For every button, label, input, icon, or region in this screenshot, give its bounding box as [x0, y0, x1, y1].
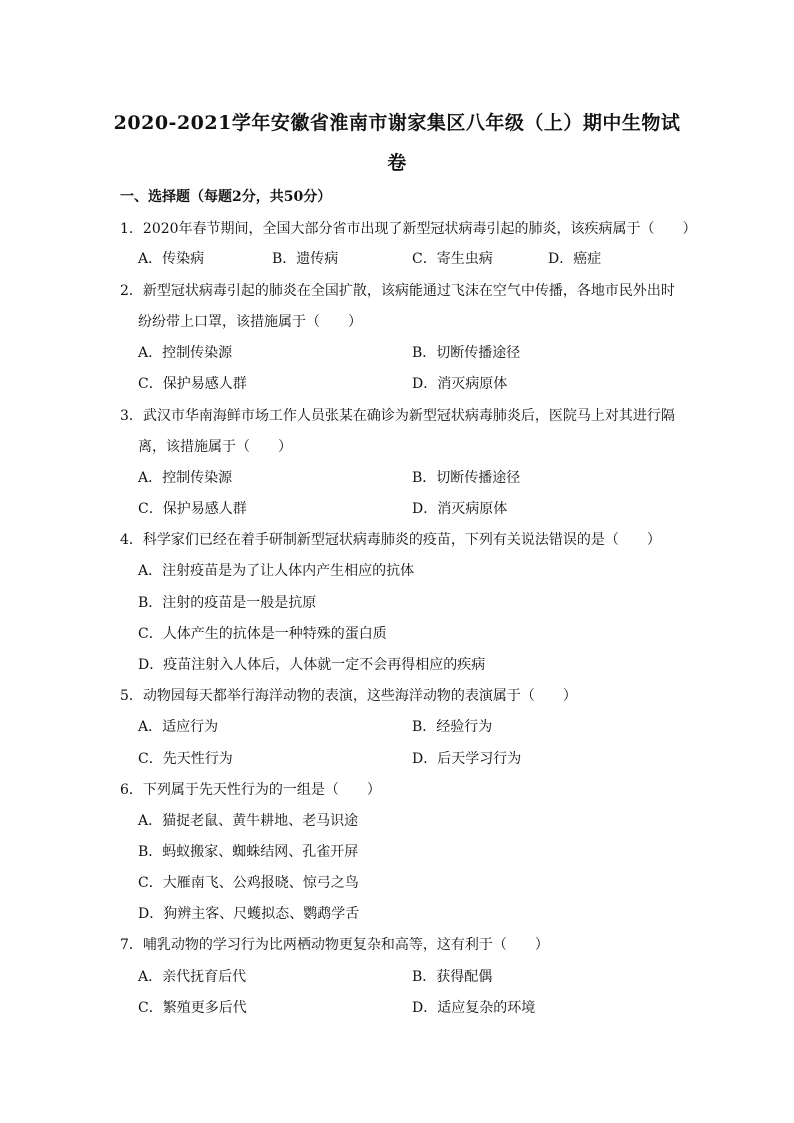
- question-6-option-d: D．狗辨主客、尺蠖拟态、鹦鹉学舌: [138, 906, 360, 922]
- question-3-option-a: A．控制传染源: [138, 470, 233, 486]
- question-3-option-c: C．保护易感人群: [138, 501, 247, 517]
- question-2-option-b: B．切断传播途径: [412, 345, 521, 361]
- question-3-option-d: D．消灭病原体: [412, 501, 508, 517]
- question-1-option-d: D．癌症: [548, 251, 602, 267]
- document-title-line-2: 卷: [387, 152, 407, 174]
- question-4-option-c: C．人体产生的抗体是一种特殊的蛋白质: [138, 626, 387, 642]
- question-4-option-d: D．疫苗注射入人体后，人体就一定不会再得相应的疾病: [138, 657, 486, 673]
- question-5-option-b: B．经验行为: [412, 719, 493, 735]
- question-6-option-b: B．蚂蚁搬家、蜘蛛结网、孔雀开屏: [138, 844, 359, 860]
- question-1-option-b: B．遗传病: [272, 251, 339, 267]
- question-7-option-a: A．亲代抚育后代: [138, 969, 247, 985]
- question-2-stem-line-1: 2．新型冠状病毒引起的肺炎在全国扩散，该病能通过飞沫在空气中传播，各地市民外出时: [120, 283, 675, 299]
- question-1-stem: 1．2020年春节期间，全国大部分省市出现了新型冠状病毒引起的肺炎，该疾病属于（ ）: [120, 221, 697, 237]
- question-3-option-b: B．切断传播途径: [412, 470, 521, 486]
- question-6-option-c: C．大雁南飞、公鸡报晓、惊弓之鸟: [138, 875, 359, 891]
- question-4-option-a: A．注射疫苗是为了让人体内产生相应的抗体: [138, 563, 415, 579]
- question-2-stem-line-2: 纷纷带上口罩，该措施属于（ ）: [138, 314, 362, 330]
- question-5-option-c: C．先天性行为: [138, 751, 233, 767]
- question-7-option-c: C．繁殖更多后代: [138, 1000, 247, 1016]
- question-7-option-d: D．适应复杂的环境: [412, 1000, 536, 1016]
- question-5-option-a: A．适应行为: [138, 719, 219, 735]
- question-2-option-a: A．控制传染源: [138, 345, 233, 361]
- question-4-option-b: B．注射的疫苗是一般是抗原: [138, 595, 317, 611]
- question-3-stem-line-2: 离，该措施属于（ ）: [138, 439, 292, 455]
- document-title-line-1: 2020-2021学年安徽省淮南市谢家集区八年级（上）期中生物试: [113, 112, 681, 134]
- question-4-stem: 4．科学家们已经在着手研制新型冠状病毒肺炎的疫苗，下列有关说法错误的是（ ）: [120, 532, 661, 548]
- section-heading: 一、选择题（每题2分，共50分）: [120, 189, 332, 205]
- question-5-stem: 5．动物园每天都举行海洋动物的表演，这些海洋动物的表演属于（ ）: [120, 688, 577, 704]
- question-6-option-a: A．猫捉老鼠、黄牛耕地、老马识途: [138, 813, 359, 829]
- question-1-option-a: A．传染病: [138, 251, 205, 267]
- question-7-option-b: B．获得配偶: [412, 969, 493, 985]
- question-7-stem: 7．哺乳动物的学习行为比两栖动物更复杂和高等，这有利于（ ）: [120, 937, 549, 953]
- question-5-option-d: D．后天学习行为: [412, 751, 522, 767]
- question-6-stem: 6．下列属于先天性行为的一组是（ ）: [120, 782, 381, 798]
- question-1-option-c: C．寄生虫病: [412, 251, 493, 267]
- question-2-option-c: C．保护易感人群: [138, 376, 247, 392]
- question-2-option-d: D．消灭病原体: [412, 376, 508, 392]
- question-3-stem-line-1: 3．武汉市华南海鲜市场工作人员张某在确诊为新型冠状病毒肺炎后，医院马上对其进行隔: [120, 408, 675, 424]
